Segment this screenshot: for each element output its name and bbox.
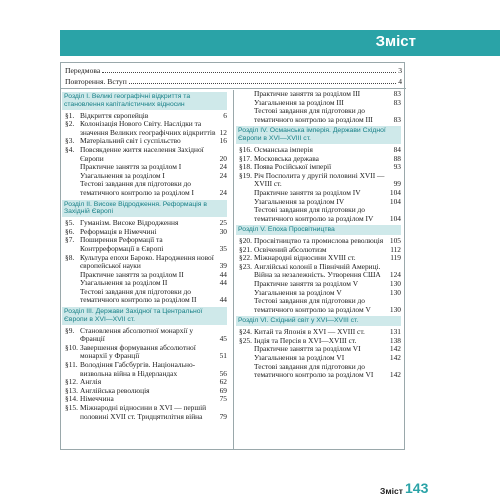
entry-title: Культура епохи Бароко. Народження нової європейської науки [80,252,214,271]
toc-entry[interactable] [65,146,227,163]
entry-title: Практичне заняття за розділом I [80,162,182,172]
entry-title: Практичне заняття за розділом V [254,279,359,289]
entry-page: 130 [389,287,401,297]
entry-page: 20 [219,153,227,163]
entry-page: 69 [219,385,227,395]
section-heading: Розділ I. Великі географічні відкриття та становлення капіталістичних відносин [62,92,227,110]
entry-page: 105 [389,236,401,246]
table-of-contents [60,62,405,450]
paragraph-number: §2. [65,119,75,129]
section-heading: Розділ V. Епоха Просвітництва [236,225,401,235]
entry-page: 104 [389,196,401,206]
entry-page: 3 [398,66,402,75]
entry-page: 142 [389,353,401,363]
toc-entry[interactable] [65,254,227,271]
entry-title: Відкриття європейців [80,110,149,120]
entry-page: 83 [393,114,401,124]
entry-title: Узагальнення за розділом II [80,278,168,288]
entry-page: 25 [219,218,227,228]
entry-title: Передмова [65,66,101,75]
paragraph-number: §13. [65,385,78,395]
entry-title: Англійські колонії в Північній Америці. Війна за незалежність. Утворення США [254,261,381,280]
entry-title: Повторення. Вступ [65,77,127,86]
entry-title: Тестові завдання для підготовки до тематичного контролю за розділом IV [254,205,374,223]
entry-page: 104 [389,187,401,197]
paragraph-number: §18. [239,162,252,172]
entry-page: 124 [389,270,401,280]
entry-page: 24 [219,187,227,197]
entry-title: Матеріальний світ і суспільство [80,136,181,146]
toc-subentry[interactable] [239,206,401,223]
entry-title: Міжнародні відносини в XVI — першій половині XVII ст. Тридцятилітня війна [80,403,207,421]
section-heading: Розділ VI. Східний світ у XVI—XVIII ст. [236,316,401,326]
entry-page: 44 [219,278,227,288]
entry-title: Гуманізм. Високе Відродження [80,218,179,228]
entry-title: Узагальнення за розділом V [254,287,342,297]
entry-title: Узагальнення за розділом I [80,170,165,180]
toc-subentry[interactable] [239,107,401,124]
paragraph-number: §12. [65,377,78,387]
entry-page: 142 [389,344,401,354]
toc-subentry[interactable] [65,288,227,305]
entry-title: Поява Російської імперії [254,162,332,172]
entry-page: 119 [390,253,401,263]
toc-entry[interactable] [65,344,227,361]
entry-title: Узагальнення за розділом VI [254,353,345,363]
section-heading: Розділ IV. Османська імперія. Держави Східної Європи в XVI—XVIII ст. [236,126,401,144]
toc-entry[interactable] [239,263,401,280]
entry-title: Узагальнення за розділом III [254,97,344,107]
paragraph-number: §23. [239,261,252,271]
entry-title: Повсякденне життя населення Західної Європи [80,144,204,163]
toc-entry[interactable] [65,327,227,344]
paragraph-number: §9. [65,325,75,335]
paragraph-number: §14. [65,394,78,404]
entry-page: 83 [393,97,401,107]
entry-page: 51 [219,351,227,361]
entry-page: 131 [389,327,401,337]
entry-page: 6 [223,110,227,120]
toc-subentry[interactable] [65,180,227,197]
toc-subentry[interactable] [239,297,401,314]
column-divider [233,90,234,450]
entry-page: 104 [389,213,401,223]
entry-title: Практичне заняття за розділом III [254,89,361,98]
entry-page: 130 [389,279,401,289]
paragraph-number: §16. [239,144,252,154]
entry-page: 62 [219,377,227,387]
section-heading: Розділ III. Держави Західної та Центральної Європи в XVI—XVII ст. [62,307,227,325]
entry-title: Індія та Персія в XVI—XVIII ст. [254,335,357,345]
paragraph-number: §22. [239,253,252,263]
entry-page: 45 [219,334,227,344]
paragraph-number: §4. [65,144,75,154]
entry-page: 44 [219,269,227,279]
entry-page: 93 [393,162,401,172]
entry-title: Англія [80,377,102,387]
entry-title: Міжнародні відносини XVIII ст. [254,253,356,263]
entry-title: Колонізація Нового Світу. Наслідки та значення Великих географічних відкриттів [80,119,216,137]
entry-page: 84 [393,144,401,154]
entry-page: 99 [393,179,401,189]
entry-page: 75 [219,394,227,404]
paragraph-number: §11. [65,360,78,370]
entry-title: Тестові завдання для підготовки до тематичного контролю за розділом VI [254,361,374,380]
page-title: Зміст [375,33,416,50]
paragraph-number: §5. [65,218,75,228]
entry-title: Тестові завдання для підготовки до тематичного контролю за розділом III [254,106,373,124]
section-heading: Розділ II. Високе Відродження. Реформація в Західній Європі [62,200,227,218]
entry-page: 88 [393,153,401,163]
entry-title: Освічений абсолютизм [254,244,327,254]
entry-page: 4 [398,77,402,86]
entry-page: 83 [393,89,401,98]
entry-title: Тестові завдання для підготовки до тематичного контролю за розділом V [254,296,371,314]
entry-title: Практичне заняття за розділом IV [254,187,361,197]
paragraph-number: §19. [239,170,252,180]
entry-title: Практичне заняття за розділом VI [254,344,361,354]
entry-title: Китай та Японія в XVI — XVIII ст. [254,327,365,337]
entry-title: Завершення формування абсолютної монархії у Франції [80,342,196,361]
toc-right-column [239,90,401,380]
toc-intro [61,63,406,89]
entry-page: 56 [219,368,227,378]
entry-title: Річ Посполита у другій половині XVII — XVIII ст. [254,170,385,189]
paragraph-number: §20. [239,236,252,246]
entry-title: Німеччина [80,394,114,404]
paragraph-number: §15. [65,403,78,412]
entry-title: Тестові завдання для підготовки до тематичного контролю за розділом I [80,179,194,197]
toc-entry[interactable] [65,120,227,137]
entry-title: Практичне заняття за розділом II [80,269,184,279]
entry-page: 130 [389,304,401,314]
entry-title: Османська імперія [254,144,313,154]
entry-page: 12 [219,127,227,137]
paragraph-number: §10. [65,342,78,352]
entry-title: Англійська революція [80,385,150,395]
paragraph-number: §24. [239,327,252,337]
toc-entry-preface[interactable] [65,66,402,75]
paragraph-number: §25. [239,335,252,345]
entry-title: Реформація в Німеччині [80,226,157,236]
entry-page: 112 [390,244,401,254]
page-number: 143 [405,480,429,496]
toc-left-column [65,90,227,421]
paragraph-number: §17. [239,153,252,163]
entry-title: Московська держава [254,153,319,163]
paragraph-number: §3. [65,136,75,146]
entry-page: 24 [219,170,227,180]
entry-title: Поширення Реформації та Контрреформації в Європі [80,235,164,253]
entry-title: Володіння Габсбургів. Національно-визвольна війна в Нідерландах [80,360,196,378]
entry-page: 35 [219,243,227,253]
entry-title: Узагальнення за розділом IV [254,196,345,206]
header-band [60,30,500,56]
leader-dots [129,83,396,84]
toc-entry[interactable] [65,236,227,253]
entry-title: Тестові завдання для підготовки до тематичного контролю за розділом II [80,286,197,305]
paragraph-number: §1. [65,110,75,120]
toc-entry[interactable] [65,404,227,421]
toc-entry-review[interactable] [65,77,402,86]
entry-page: 138 [389,335,401,345]
entry-page: 24 [219,162,227,172]
paragraph-number: §6. [65,226,75,236]
paragraph-number: §8. [65,252,75,262]
paragraph-number: §21. [239,244,252,254]
toc-entry[interactable] [65,361,227,378]
entry-page: 44 [219,295,227,305]
entry-page: 79 [219,411,227,421]
entry-page: 142 [389,370,401,380]
footer-section-name: Зміст [380,486,403,496]
entry-page: 39 [219,261,227,271]
entry-page: 16 [219,136,227,146]
toc-entry[interactable] [239,172,401,189]
toc-subentry[interactable] [239,363,401,380]
entry-page: 30 [219,226,227,236]
paragraph-number: §7. [65,235,75,245]
entry-title: Просвітництво та промислова революція [254,236,384,246]
leader-dots [102,72,396,73]
entry-title: Становлення абсолютної монархії у Франції [80,325,194,344]
